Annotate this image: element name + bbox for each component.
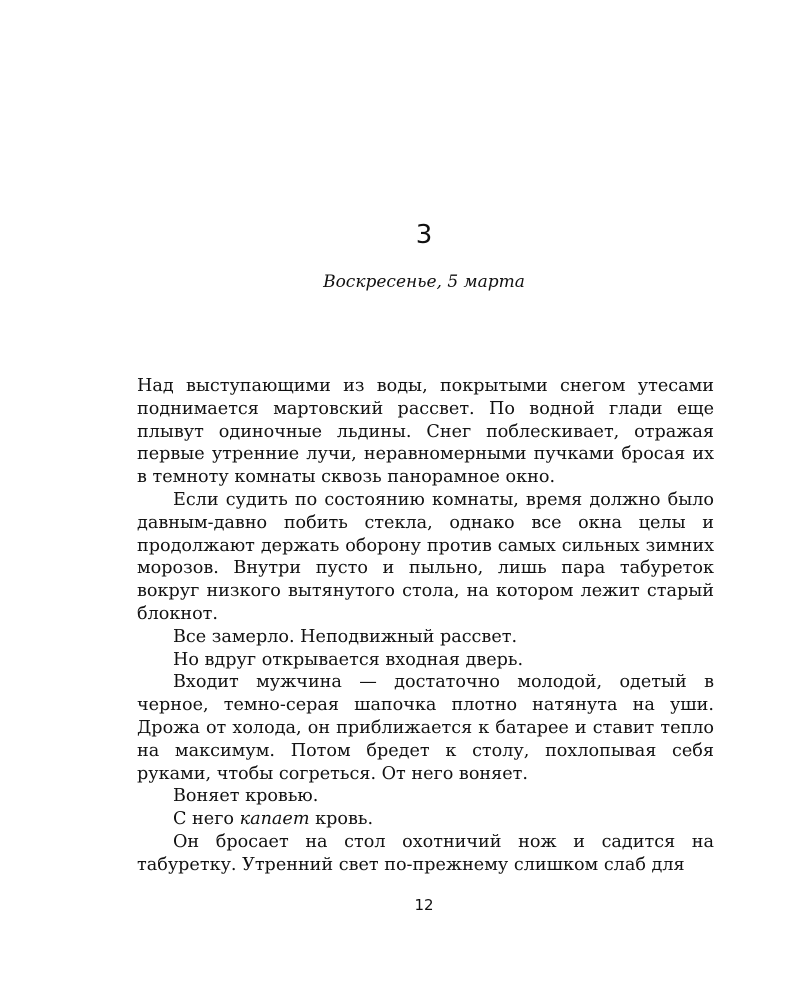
paragraph: Все замерло. Неподвижный рассвет. [173,626,518,647]
paragraph: Но вдруг открывается входная дверь. [173,649,524,670]
paragraph-with-emphasis [137,808,714,831]
chapter-date: Воскресенье, 5 марта [323,272,525,292]
chapter-number: 3 [415,220,433,250]
paragraph: Входит мужчина — достаточно молодой, одетый в черное, темно-серая шапочка плотно натянута на уши. Дрожа от холода, он приближается к батарее и ставит тепло на максимум. Потом бредет к столу, похлопывая себя руками, чтобы согреться. От него воняет. [137,672,714,784]
text-fragment: кровь. [309,809,374,830]
paragraph: Если судить по состоянию комнаты, время должно было давным-давно побить стекла, однако все окна целы и продолжают держать оборону против самых сильных зимних морозов. Внутри пусто и пыльно, лишь пара табуреток вокруг низкого вытянутого стола, на котором лежит старый блокнот. [137,489,714,624]
text-fragment: С него [173,809,240,830]
emphasized-word: капает [239,809,310,830]
page-number: 12 [414,896,434,914]
paragraph: Над выступающими из воды, покрытыми снегом утесами поднимается мартовский рассвет. По водной глади еще плывут одиночные льдины. Снег поблескивает, отражая первые утренние лучи, неравномерными пучками бросая их в темноту комнаты сквозь панорамное окно. [137,376,714,488]
paragraph: Он бросает на стол охотничий нож и садится на табуретку. Утренний свет по-прежнему слишком слаб для [137,831,714,875]
body-text [137,375,714,877]
paragraph: Воняет кровью. [173,786,319,807]
